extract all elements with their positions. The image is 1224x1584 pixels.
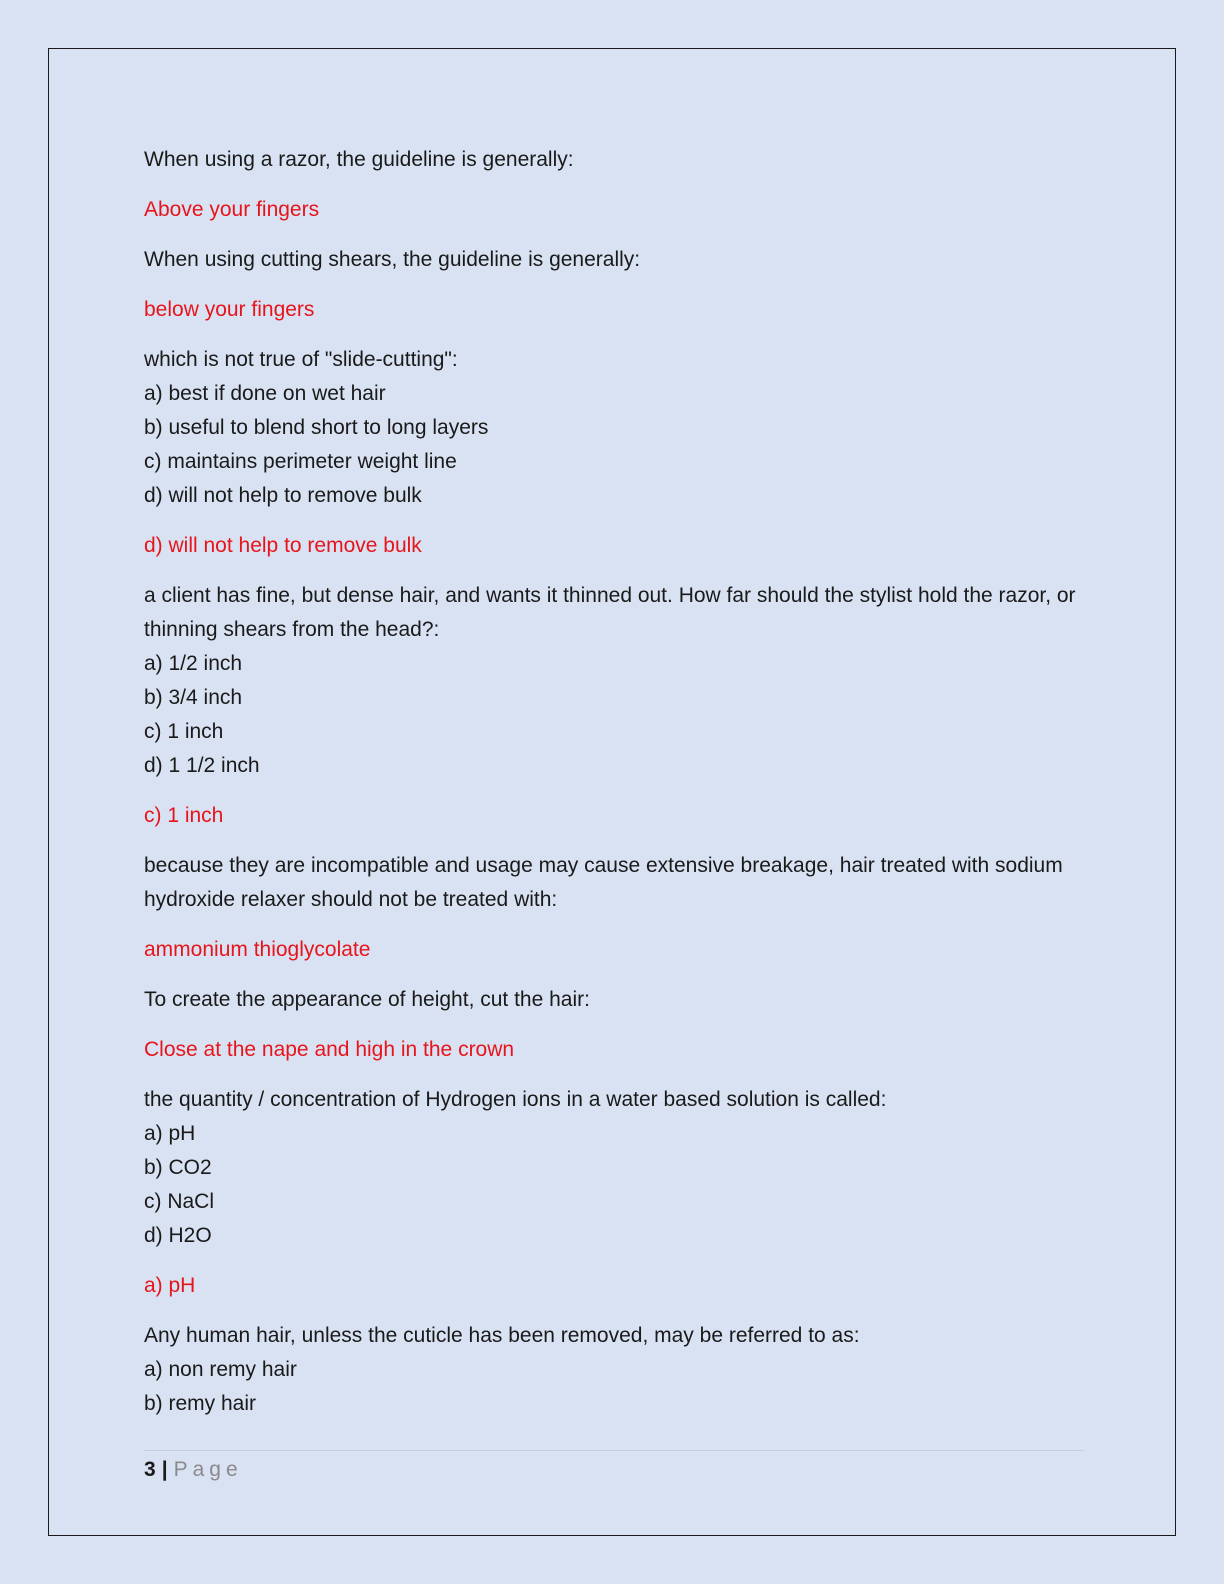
answer-text: a) pH — [144, 1274, 196, 1297]
footer-divider — [144, 1450, 1084, 1451]
question-text: Any human hair, unless the cuticle has been removed, may be referred to as: — [144, 1324, 860, 1347]
answer-text: ammonium thioglycolate — [144, 938, 371, 961]
option-b: b) CO2 — [144, 1156, 212, 1179]
answer-text: Close at the nape and high in the crown — [144, 1038, 515, 1061]
question-block-5 — [144, 849, 1084, 917]
option-c: c) maintains perimeter weight line — [144, 450, 457, 473]
option-a: a) pH — [144, 1122, 196, 1145]
question-text: a client has fine, but dense hair, and wants it thinned out. How far should the stylist hold the razor, or thinning shears from the head?: — [144, 584, 1076, 641]
page-footer — [144, 1456, 243, 1484]
document-body — [144, 143, 1084, 1437]
question-text: When using a razor, the guideline is generally: — [144, 148, 574, 171]
answer-text: d) will not help to remove bulk — [144, 534, 422, 557]
question-block-1 — [144, 143, 1084, 177]
option-b: b) remy hair — [144, 1392, 257, 1415]
question-text: To create the appearance of height, cut the hair: — [144, 988, 590, 1011]
question-text: When using cutting shears, the guideline is generally: — [144, 248, 641, 271]
option-c: c) NaCl — [144, 1190, 215, 1213]
question-block-7 — [144, 1083, 1084, 1253]
answer-text: below your fingers — [144, 298, 315, 321]
option-d: d) will not help to remove bulk — [144, 484, 422, 507]
question-text: the quantity / concentration of Hydrogen ions in a water based solution is called: — [144, 1088, 887, 1111]
option-c: c) 1 inch — [144, 720, 224, 743]
option-d: d) H2O — [144, 1224, 212, 1247]
question-block-6 — [144, 983, 1084, 1017]
question-block-2 — [144, 243, 1084, 277]
question-block-4 — [144, 579, 1084, 783]
question-text: because they are incompatible and usage may cause extensive breakage, hair treated with sodium hydroxide relaxer should not be treated with: — [144, 854, 1063, 911]
page-label: Page — [173, 1458, 243, 1481]
page-number: 3 — [144, 1458, 156, 1481]
question-text: which is not true of "slide-cutting": — [144, 348, 458, 371]
footer-separator: | — [161, 1458, 168, 1481]
option-d: d) 1 1/2 inch — [144, 754, 260, 777]
option-a: a) 1/2 inch — [144, 652, 243, 675]
option-a: a) best if done on wet hair — [144, 382, 386, 405]
answer-text: c) 1 inch — [144, 804, 224, 827]
answer-text: Above your fingers — [144, 198, 320, 221]
option-a: a) non remy hair — [144, 1358, 297, 1381]
question-block-3 — [144, 343, 1084, 513]
option-b: b) 3/4 inch — [144, 686, 243, 709]
question-block-8 — [144, 1319, 1084, 1421]
option-b: b) useful to blend short to long layers — [144, 416, 489, 439]
